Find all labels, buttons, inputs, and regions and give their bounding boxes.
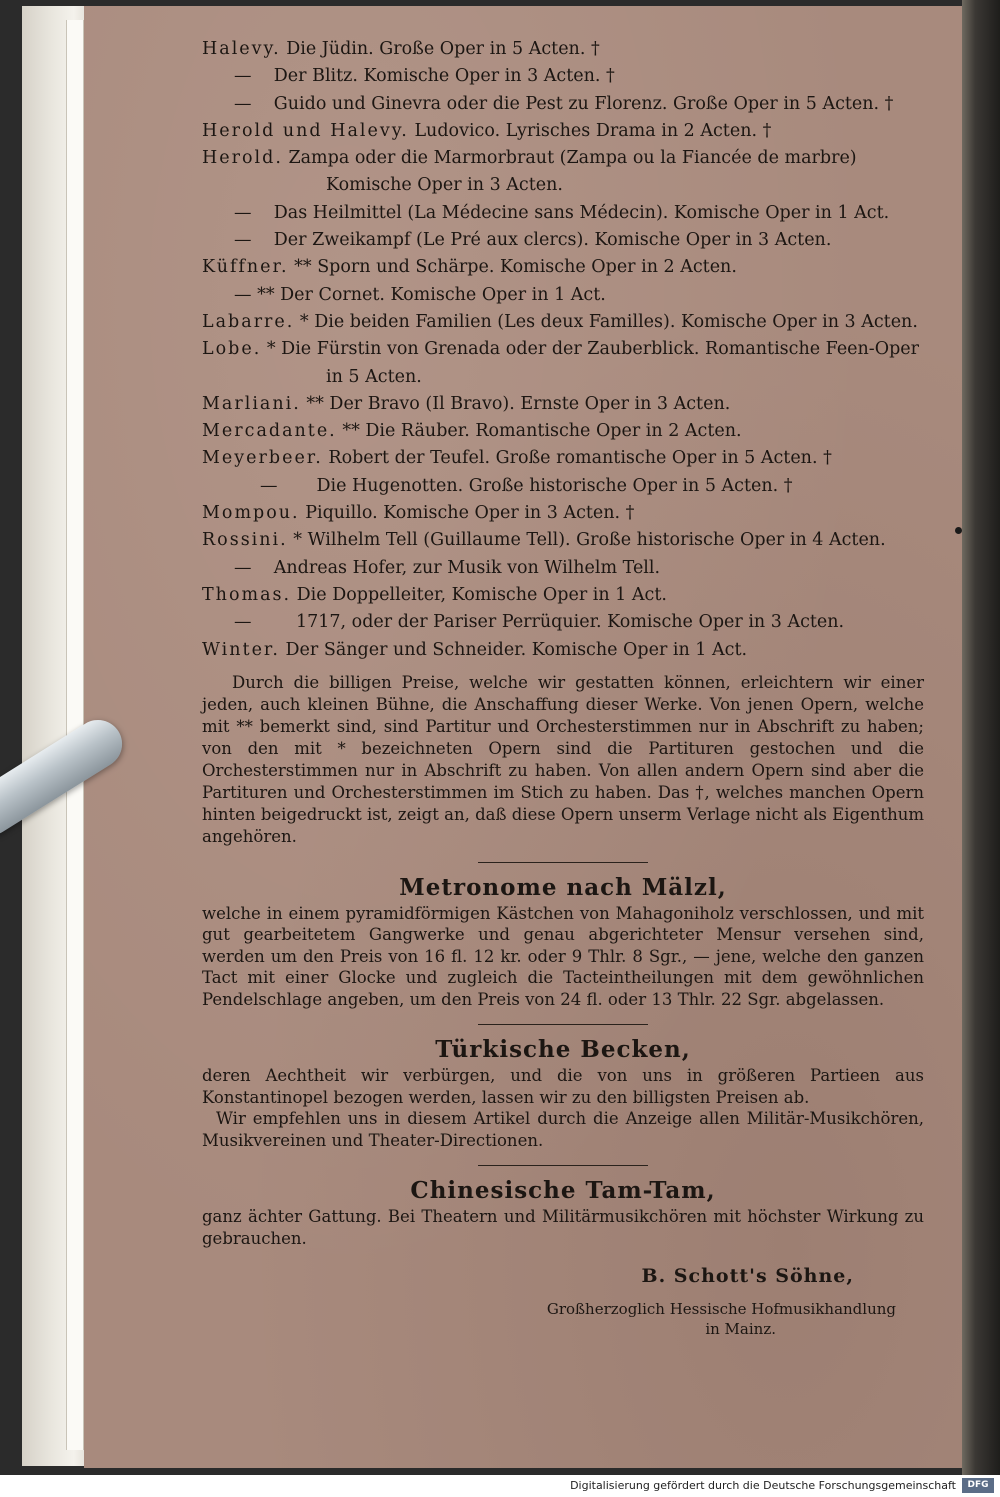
work-title: Der Blitz. Komische Oper in 3 Acten. † — [273, 66, 615, 87]
catalog-entry — [202, 473, 924, 500]
catalog-entry-continued — [202, 172, 924, 199]
composer-name: Mercadante. — [202, 421, 337, 442]
work-title: Piquillo. Komische Oper in 3 Acten. † — [305, 503, 635, 524]
catalog-entry — [202, 527, 924, 554]
composer-name: Winter. — [202, 639, 280, 660]
catalog-entry — [202, 63, 924, 90]
becken-text-1: deren Aechtheit wir verbürgen, und die von uns in größeren Partieen aus Konstantinopel bezogen werden, lassen wir zu den billigsten Preisen ab. — [202, 1066, 924, 1107]
composer-name: Herold. — [202, 148, 283, 169]
catalog-entry — [202, 227, 924, 254]
work-title: Das Heilmittel (La Médecine sans Médecin). Komische Oper in 1 Act. — [273, 202, 890, 223]
composer-name: Thomas. — [202, 584, 292, 605]
metronome-heading: Metronome nach Mälzl, — [399, 873, 727, 901]
composer-name: — — [260, 475, 278, 496]
catalog-entry — [202, 637, 924, 664]
book-spine — [962, 0, 1000, 1475]
composer-name: Meyerbeer. — [202, 448, 323, 469]
work-title: ** Sporn und Schärpe. Komische Oper in 2 Acten. — [294, 257, 737, 278]
publisher-title: Großherzoglich Hessische Hofmusikhandlung — [546, 1299, 896, 1318]
becken-description — [202, 1065, 924, 1151]
work-title: Die Jüdin. Große Oper in 5 Acten. † — [286, 39, 600, 59]
work-title: * Die beiden Familien (Les deux Familles). Komische Oper in 3 Acten. — [299, 311, 918, 332]
composer-name: — — [234, 557, 252, 578]
tamtam-heading: Chinesische Tam-Tam, — [410, 1177, 716, 1205]
footer-bar — [0, 1475, 1000, 1497]
work-title: Die Doppelleiter, Komische Oper in 1 Act. — [296, 584, 667, 605]
divider — [478, 1024, 648, 1025]
composer-name: Lobe. — [202, 339, 262, 360]
tamtam-description — [202, 1206, 924, 1249]
catalog-entry-continued — [202, 364, 924, 391]
composer-name: Herold und Halevy. — [202, 120, 409, 141]
work-title: ** Die Räuber. Romantische Oper in 2 Acten. — [342, 421, 742, 442]
divider — [478, 862, 648, 863]
catalog-entry — [202, 282, 924, 309]
catalog-entry — [202, 582, 924, 609]
work-title: * Die Fürstin von Grenada oder der Zauberblick. Romantische Feen-Oper — [266, 339, 919, 360]
becken-text-2: Wir empfehlen uns in diesem Artikel durch die Anzeige allen Militär-Musikchören, Musikvereinen und Theater-Directionen. — [202, 1109, 924, 1150]
work-title: Der Sänger und Schneider. Komische Oper in 1 Act. — [285, 639, 748, 660]
composer-name: — — [234, 284, 252, 305]
catalog-entry — [202, 118, 924, 145]
work-title: Die Hugenotten. Große historische Oper in 5 Acten. † — [316, 475, 793, 496]
work-title: ** Der Bravo (Il Bravo). Ernste Oper in 3 Acten. — [306, 393, 731, 414]
work-title: Guido und Ginevra oder die Pest zu Florenz. Große Oper in 5 Acten. † — [273, 93, 894, 114]
publisher-signature: B. Schott's Söhne, — [641, 1265, 854, 1288]
publisher-location: in Mainz. — [705, 1319, 776, 1338]
work-title: * Wilhelm Tell (Guillaume Tell). Große historische Oper in 4 Acten. — [293, 530, 886, 551]
work-title: Robert der Teufel. Große romantische Oper in 5 Acten. † — [328, 448, 832, 469]
composer-name: Halevy. — [202, 39, 281, 59]
composer-name: Küffner. — [202, 257, 289, 278]
work-title: 1717, oder der Pariser Perrüquier. Komische Oper in 3 Acten. — [296, 612, 845, 633]
catalog-entry — [202, 391, 924, 418]
work-title: Ludovico. Lyrisches Drama in 2 Acten. † — [414, 120, 772, 141]
composer-name: — — [234, 202, 252, 223]
work-title: Zampa oder die Marmorbraut (Zampa ou la Fiancée de marbre) — [288, 148, 857, 169]
notice-text: Durch die billigen Preise, welche wir gestatten können, erleichtern wir einer jeden, auch kleinen Bühne, die Anschaffung dieser Werke. Von jenen Opern, welche mit ** bemerkt sind, sind Partitur und Orchesterstimmen nur in Abschrift zu haben; von den mit * bezeichneten Opern sind die Partituren gestochen und die Orchesterstimmen nur in Abschrift zu haben. Von allen andern Opern sind aber die Partituren und Orchesterstimmen im Stich zu haben. Das †, welches manchen Opern hinten beigedruckt ist, zeigt an, daß diese Opern unserm Verlage nicht als Eigenthum angehören. — [202, 672, 924, 846]
work-title: Andreas Hofer, zur Musik von Wilhelm Tell. — [273, 557, 661, 578]
composer-name: Marliani. — [202, 393, 301, 414]
catalog-entry — [202, 609, 924, 636]
composer-name: Mompou. — [202, 503, 300, 524]
divider — [478, 1165, 648, 1166]
metronome-description — [202, 903, 924, 1011]
notice-paragraph — [202, 672, 924, 848]
catalog-entry — [202, 36, 924, 63]
composer-name: — — [234, 612, 252, 633]
catalog-entry — [202, 500, 924, 527]
catalog-entry — [202, 91, 924, 118]
funding-credit: Digitalisierung gefördert durch die Deutsche Forschungsgemeinschaft — [570, 1479, 956, 1492]
catalog-entry — [202, 254, 924, 281]
composer-name: — — [234, 66, 252, 87]
page-text — [202, 36, 924, 1339]
composer-name: — — [234, 230, 252, 251]
catalog-entry — [202, 336, 924, 363]
becken-heading: Türkische Becken, — [435, 1036, 691, 1064]
catalog-entry — [202, 555, 924, 582]
metronome-text: welche in einem pyramidförmigen Kästchen von Mahagoniholz verschlossen, und mit gut gearbeitetem Gangwerke und genau abgerichteter Mensur versehen sind, werden um den Preis von 16 fl. 12 kr. oder 9 Thlr. 8 Sgr., — jene, welche den ganzen Tact mit einer Glocke und zugleich die Tacteintheilungen mit dem gewöhnlichen Pendelschlage angeben, um den Preis von 24 fl. oder 13 Thlr. 22 Sgr. abgelassen. — [202, 903, 924, 1009]
catalog-entry — [202, 445, 924, 472]
work-title: in 5 Acten. — [326, 366, 422, 387]
tamtam-text: ganz ächter Gattung. Bei Theatern und Militärmusikchören mit höchster Wirkung zu gebrauchen. — [202, 1207, 924, 1248]
catalog-entry — [202, 200, 924, 227]
ink-dot — [955, 527, 962, 534]
work-title: Komische Oper in 3 Acten. — [326, 175, 563, 196]
composer-name: Rossini. — [202, 530, 288, 551]
dfg-logo: DFG — [962, 1478, 994, 1493]
catalog-entry — [202, 145, 924, 172]
work-title: Der Zweikampf (Le Pré aux clercs). Komische Oper in 3 Acten. — [273, 230, 832, 251]
catalog-entry — [202, 418, 924, 445]
composer-name: Labarre. — [202, 311, 295, 332]
work-title: ** Der Cornet. Komische Oper in 1 Act. — [257, 284, 606, 305]
catalog-entry — [202, 309, 924, 336]
composer-name: — — [234, 93, 252, 114]
